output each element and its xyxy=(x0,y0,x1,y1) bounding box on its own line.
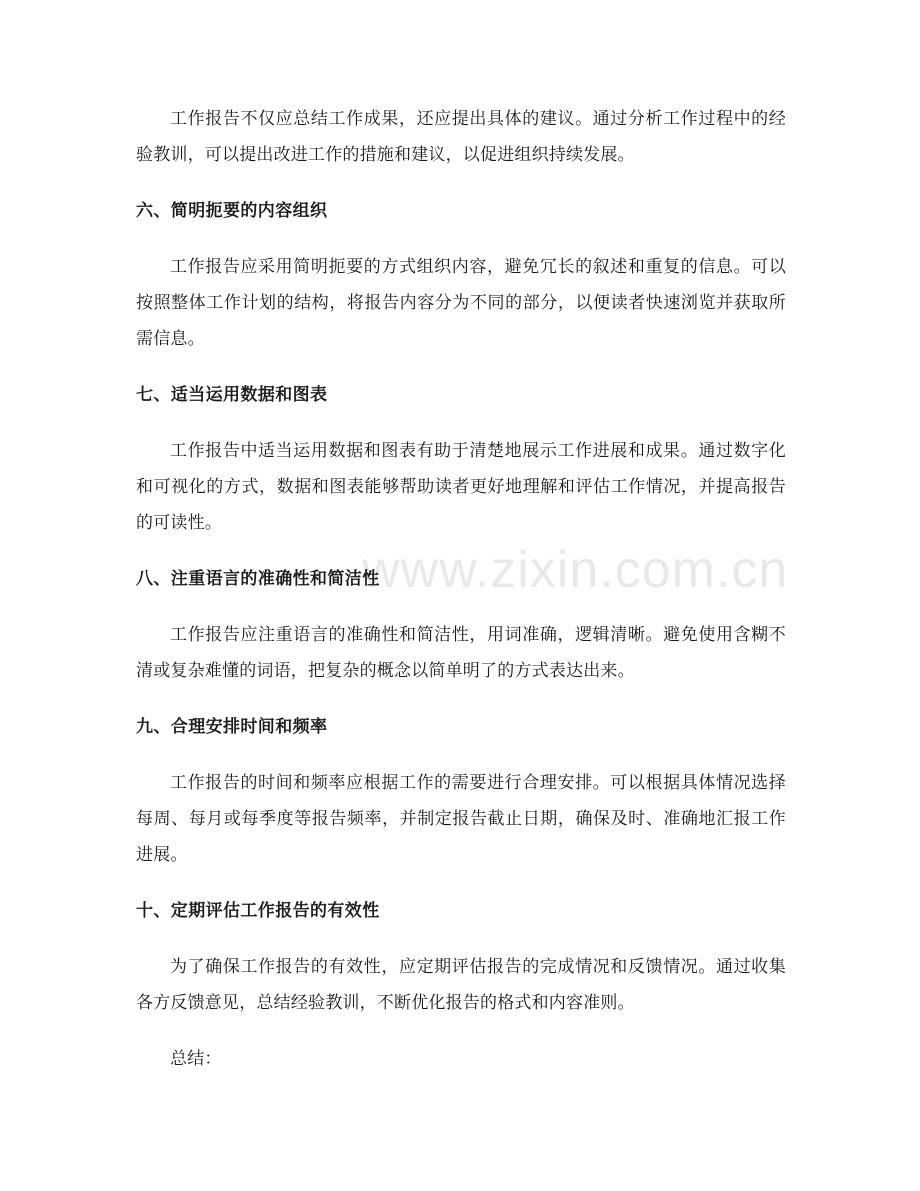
section-heading-7: 七、适当运用数据和图表 xyxy=(136,385,328,405)
paragraph-intro: 工作报告不仅应总结工作成果，还应提出具体的建议。通过分析工作过程中的经验教训，可以提出改进工作的措施和建议，以促进组织持续发展。 xyxy=(136,109,786,165)
paragraph-section-6: 工作报告应采用简明扼要的方式组织内容，避免冗长的叙述和重复的信息。可以按照整体工作计划的结构，将报告内容分为不同的部分，以便读者快速浏览并获取所需信息。 xyxy=(136,257,786,349)
paragraph-section-9: 工作报告的时间和频率应根据工作的需要进行合理安排。可以根据具体情况选择每周、每月或每季度等报告频率，并制定报告截止日期，确保及时、准确地汇报工作进展。 xyxy=(136,773,786,865)
section-heading-9: 九、合理安排时间和频率 xyxy=(136,717,328,737)
paragraph-section-7: 工作报告中适当运用数据和图表有助于清楚地展示工作进展和成果。通过数字化和可视化的方式，数据和图表能够帮助读者更好地理解和评估工作情况，并提高报告的可读性。 xyxy=(136,441,786,533)
section-heading-8: 八、注重语言的准确性和简洁性 xyxy=(136,569,380,589)
section-heading-10: 十、定期评估工作报告的有效性 xyxy=(136,901,380,921)
watermark: www.zixin.com.cn xyxy=(362,541,789,599)
paragraph-section-8: 工作报告应注重语言的准确性和简洁性，用词准确，逻辑清晰。避免使用含糊不清或复杂难懂的词语，把复杂的概念以简单明了的方式表达出来。 xyxy=(136,625,786,681)
section-heading-6: 六、简明扼要的内容组织 xyxy=(136,201,328,221)
paragraph-section-10: 为了确保工作报告的有效性，应定期评估报告的完成情况和反馈情况。通过收集各方反馈意见，总结经验教训，不断优化报告的格式和内容准则。 xyxy=(136,957,786,1013)
document-body xyxy=(136,101,789,1077)
summary-label: 总结： xyxy=(170,1049,222,1069)
